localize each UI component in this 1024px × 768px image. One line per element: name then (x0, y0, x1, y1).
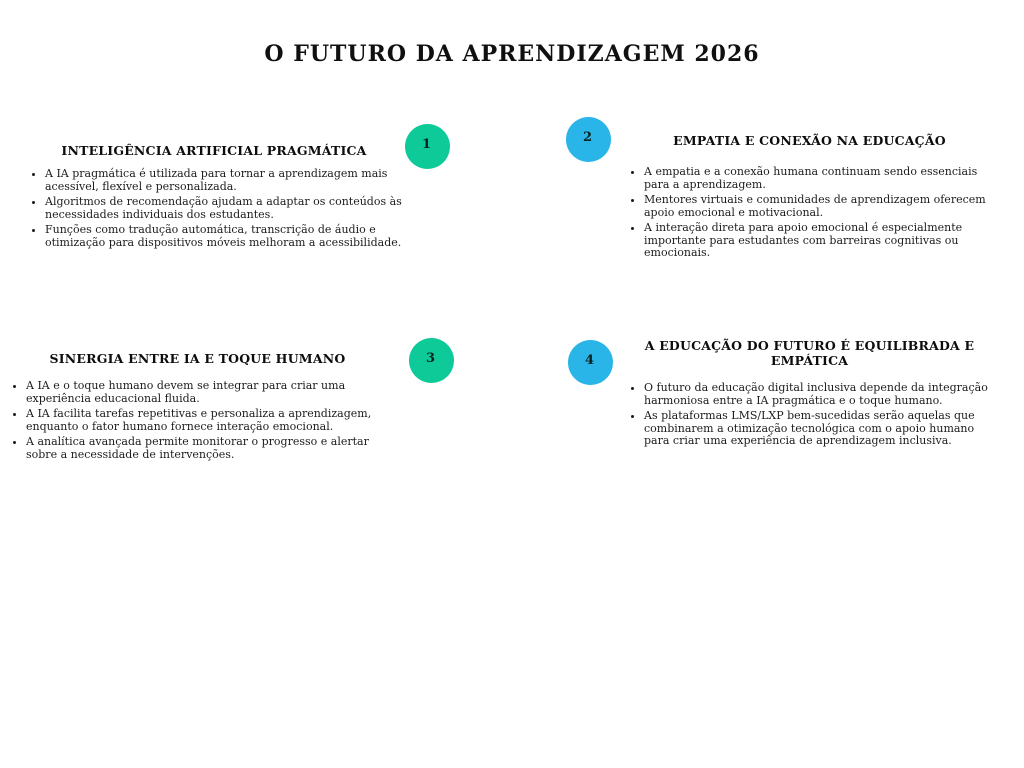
section-heading: INTELIGÊNCIA ARTIFICIAL PRAGMÁTICA (61, 143, 367, 158)
section-block-empatia-conexao (623, 133, 996, 263)
bullet-item: A analítica avançada permite monitorar o progresso e alertar sobre a necessidade de intervenções. (26, 436, 390, 461)
section-heading: EMPATIA E CONEXÃO NA EDUCAÇÃO (673, 133, 946, 148)
bullet-item: A interação direta para apoio emocional é especialmente importante para estudantes com barreiras cognitivas ou emocionais. (644, 222, 996, 260)
bullet-item: A IA e o toque humano devem se integrar para criar uma experiência educacional fluida. (26, 380, 390, 405)
bullet-item: A IA pragmática é utilizada para tornar a aprendizagem mais acessível, flexível e personalizada. (45, 168, 404, 193)
bullet-item: A empatia e a conexão humana continuam sendo essenciais para a aprendizagem. (644, 166, 996, 191)
bullet-item: Funções como tradução automática, transcrição de áudio e otimização para dispositivos móveis melhoram a acessibilidade. (45, 224, 404, 249)
bullet-list (623, 382, 996, 448)
section-heading: SINERGIA ENTRE IA E TOQUE HUMANO (49, 351, 346, 366)
bullet-item: As plataformas LMS/LXP bem-sucedidas serão aquelas que combinarem a otimização tecnológica com o apoio humano para criar uma experiência de aprendizagem inclusiva. (644, 410, 996, 448)
badge-number: 2 (582, 130, 593, 145)
bullet-list (24, 168, 404, 249)
section-heading: A EDUCAÇÃO DO FUTURO É EQUILIBRADA E EMPÁTICA (644, 338, 975, 368)
badge-number: 1 (421, 137, 432, 152)
section-block-sinergia (5, 351, 390, 464)
bullet-list (5, 380, 390, 461)
badge-number: 4 (584, 353, 595, 368)
page-title: O FUTURO DA APRENDIZAGEM 2026 (264, 41, 760, 67)
bullet-list (623, 166, 996, 260)
bullet-item: Mentores virtuais e comunidades de aprendizagem oferecem apoio emocional e motivacional. (644, 194, 996, 219)
bullet-item: O futuro da educação digital inclusiva depende da integração harmoniosa entre a IA pragmática e o toque humano. (644, 382, 996, 407)
number-badge-2 (566, 117, 611, 162)
section-block-educacao-futuro (623, 338, 996, 451)
badge-number: 3 (425, 351, 436, 366)
number-badge-3 (409, 338, 454, 383)
bullet-item: A IA facilita tarefas repetitivas e personaliza a aprendizagem, enquanto o fator humano fornece interação emocional. (26, 408, 390, 433)
section-block-ia-pragmatica (24, 143, 404, 252)
bullet-item: Algoritmos de recomendação ajudam a adaptar os conteúdos às necessidades individuais dos estudantes. (45, 196, 404, 221)
number-badge-4 (568, 340, 613, 385)
number-badge-1 (405, 124, 450, 169)
